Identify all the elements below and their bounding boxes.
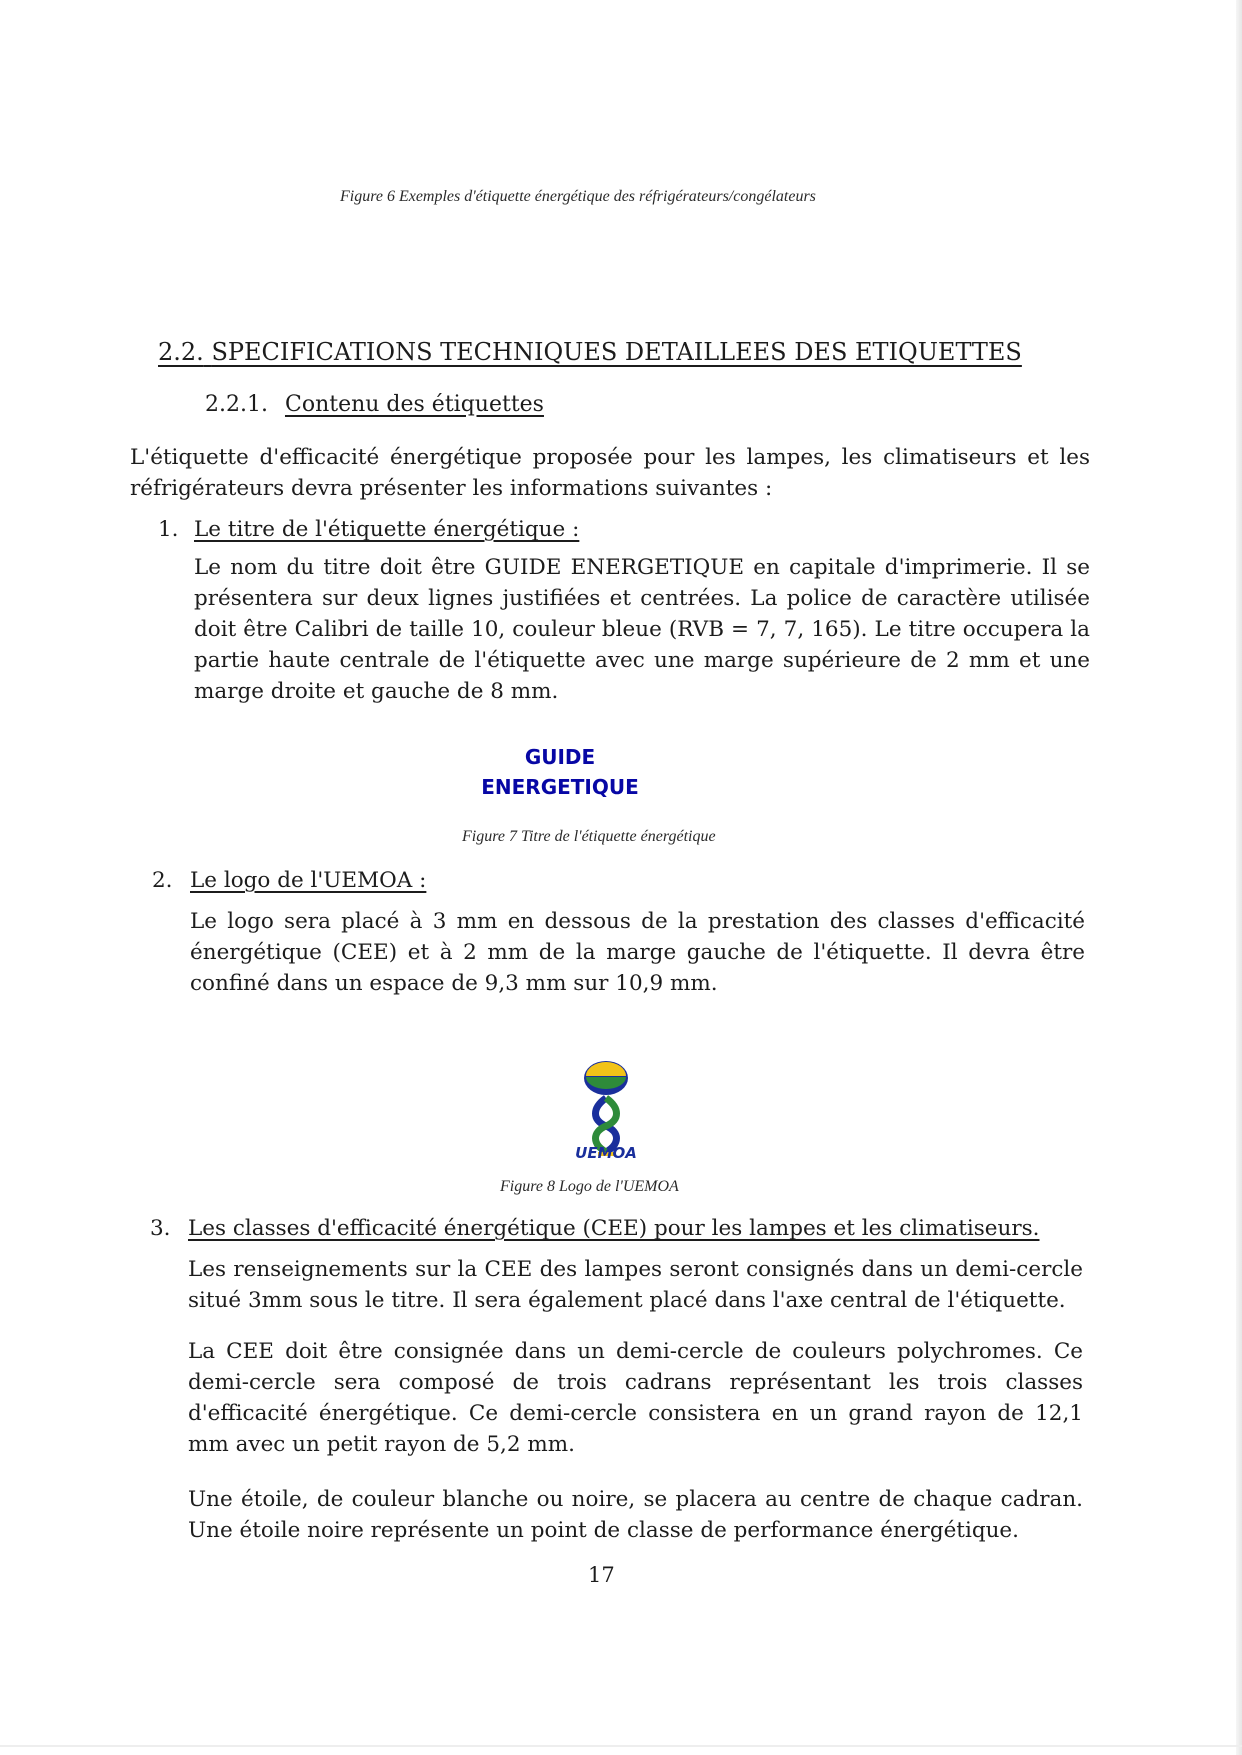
- item-1-text: Le nom du titre doit être GUIDE ENERGETIQUE en capitale d'imprimerie. Il se présentera sur deux lignes justifiées et centrées. La police de caractère utilisée doit être Calibri de taille 10, couleur bleue (RVB = 7, 7, 165). Le titre occupera la partie haute centrale de l'étiquette avec une marge supérieure de 2 mm et une marge droite et gauche de 8 mm.: [194, 555, 1090, 704]
- section-heading: [158, 338, 1022, 366]
- item-3-paragraph-2: La CEE doit être consignée dans un demi-cercle de couleurs polychromes. Ce demi-cercle sera composé de trois cadrans représentant les trois classes d'efficacité énergétique. Ce demi-cercle consistera en un grand rayon de 12,1 mm avec un petit rayon de 5,2 mm.: [188, 1339, 1083, 1457]
- guide-title-line1: GUIDE: [524, 745, 596, 769]
- item-2-text: Le logo sera placé à 3 mm en dessous de la prestation des classes d'efficacité énergétique (CEE) et à 2 mm de la marge gauche de l'étiquette. Il devra être confiné dans un espace de 9,3 mm sur 10,9 mm.: [190, 909, 1085, 996]
- item-1-number: 1.: [158, 517, 179, 542]
- scan-bottom-line: [0, 1745, 1242, 1747]
- subsection-title: Contenu des étiquettes: [284, 392, 544, 417]
- uemoa-logo: [548, 1056, 664, 1168]
- intro-paragraph: L'étiquette d'efficacité énergétique proposée pour les lampes, les climatiseurs et les réfrigérateurs devra présenter les informations suivantes :: [130, 445, 1090, 501]
- page-number: 17: [588, 1563, 615, 1587]
- guide-title-line2: ENERGETIQUE: [481, 775, 639, 799]
- item-2-number: 2.: [152, 868, 173, 893]
- section-title: SPECIFICATIONS TECHNIQUES DETAILLEES DES ETIQUETTES: [211, 338, 1022, 366]
- section-number: 2.2.: [158, 338, 204, 366]
- figure-7-caption: Figure 7 Titre de l'étiquette énergétique: [462, 828, 716, 845]
- item-3-title: Les classes d'efficacité énergétique (CEE) pour les lampes et les climatiseurs.: [188, 1216, 1040, 1241]
- subsection-number: 2.2.1.: [205, 392, 268, 417]
- scan-right-edge: [1236, 0, 1242, 1755]
- item-2-title: Le logo de l'UEMOA :: [190, 868, 427, 893]
- item-3-number: 3.: [150, 1216, 171, 1241]
- subsection-heading: [205, 392, 544, 417]
- item-3-paragraph-3: Une étoile, de couleur blanche ou noire, se placera au centre de chaque cadran. Une étoile noire représente un point de classe de performance énergétique.: [188, 1487, 1083, 1543]
- item-3-paragraph-1: Les renseignements sur la CEE des lampes seront consignés dans un demi-cercle situé 3mm sous le titre. Il sera également placé dans l'axe central de l'étiquette.: [188, 1257, 1083, 1313]
- figure-8-caption: Figure 8 Logo de l'UEMOA: [500, 1178, 679, 1195]
- uemoa-logo-text: UEMOA: [575, 1144, 637, 1162]
- guide-energetique-title: [420, 742, 700, 802]
- item-1-title: Le titre de l'étiquette énergétique :: [194, 517, 580, 542]
- figure-6-caption: Figure 6 Exemples d'étiquette énergétique des réfrigérateurs/congélateurs: [340, 188, 816, 205]
